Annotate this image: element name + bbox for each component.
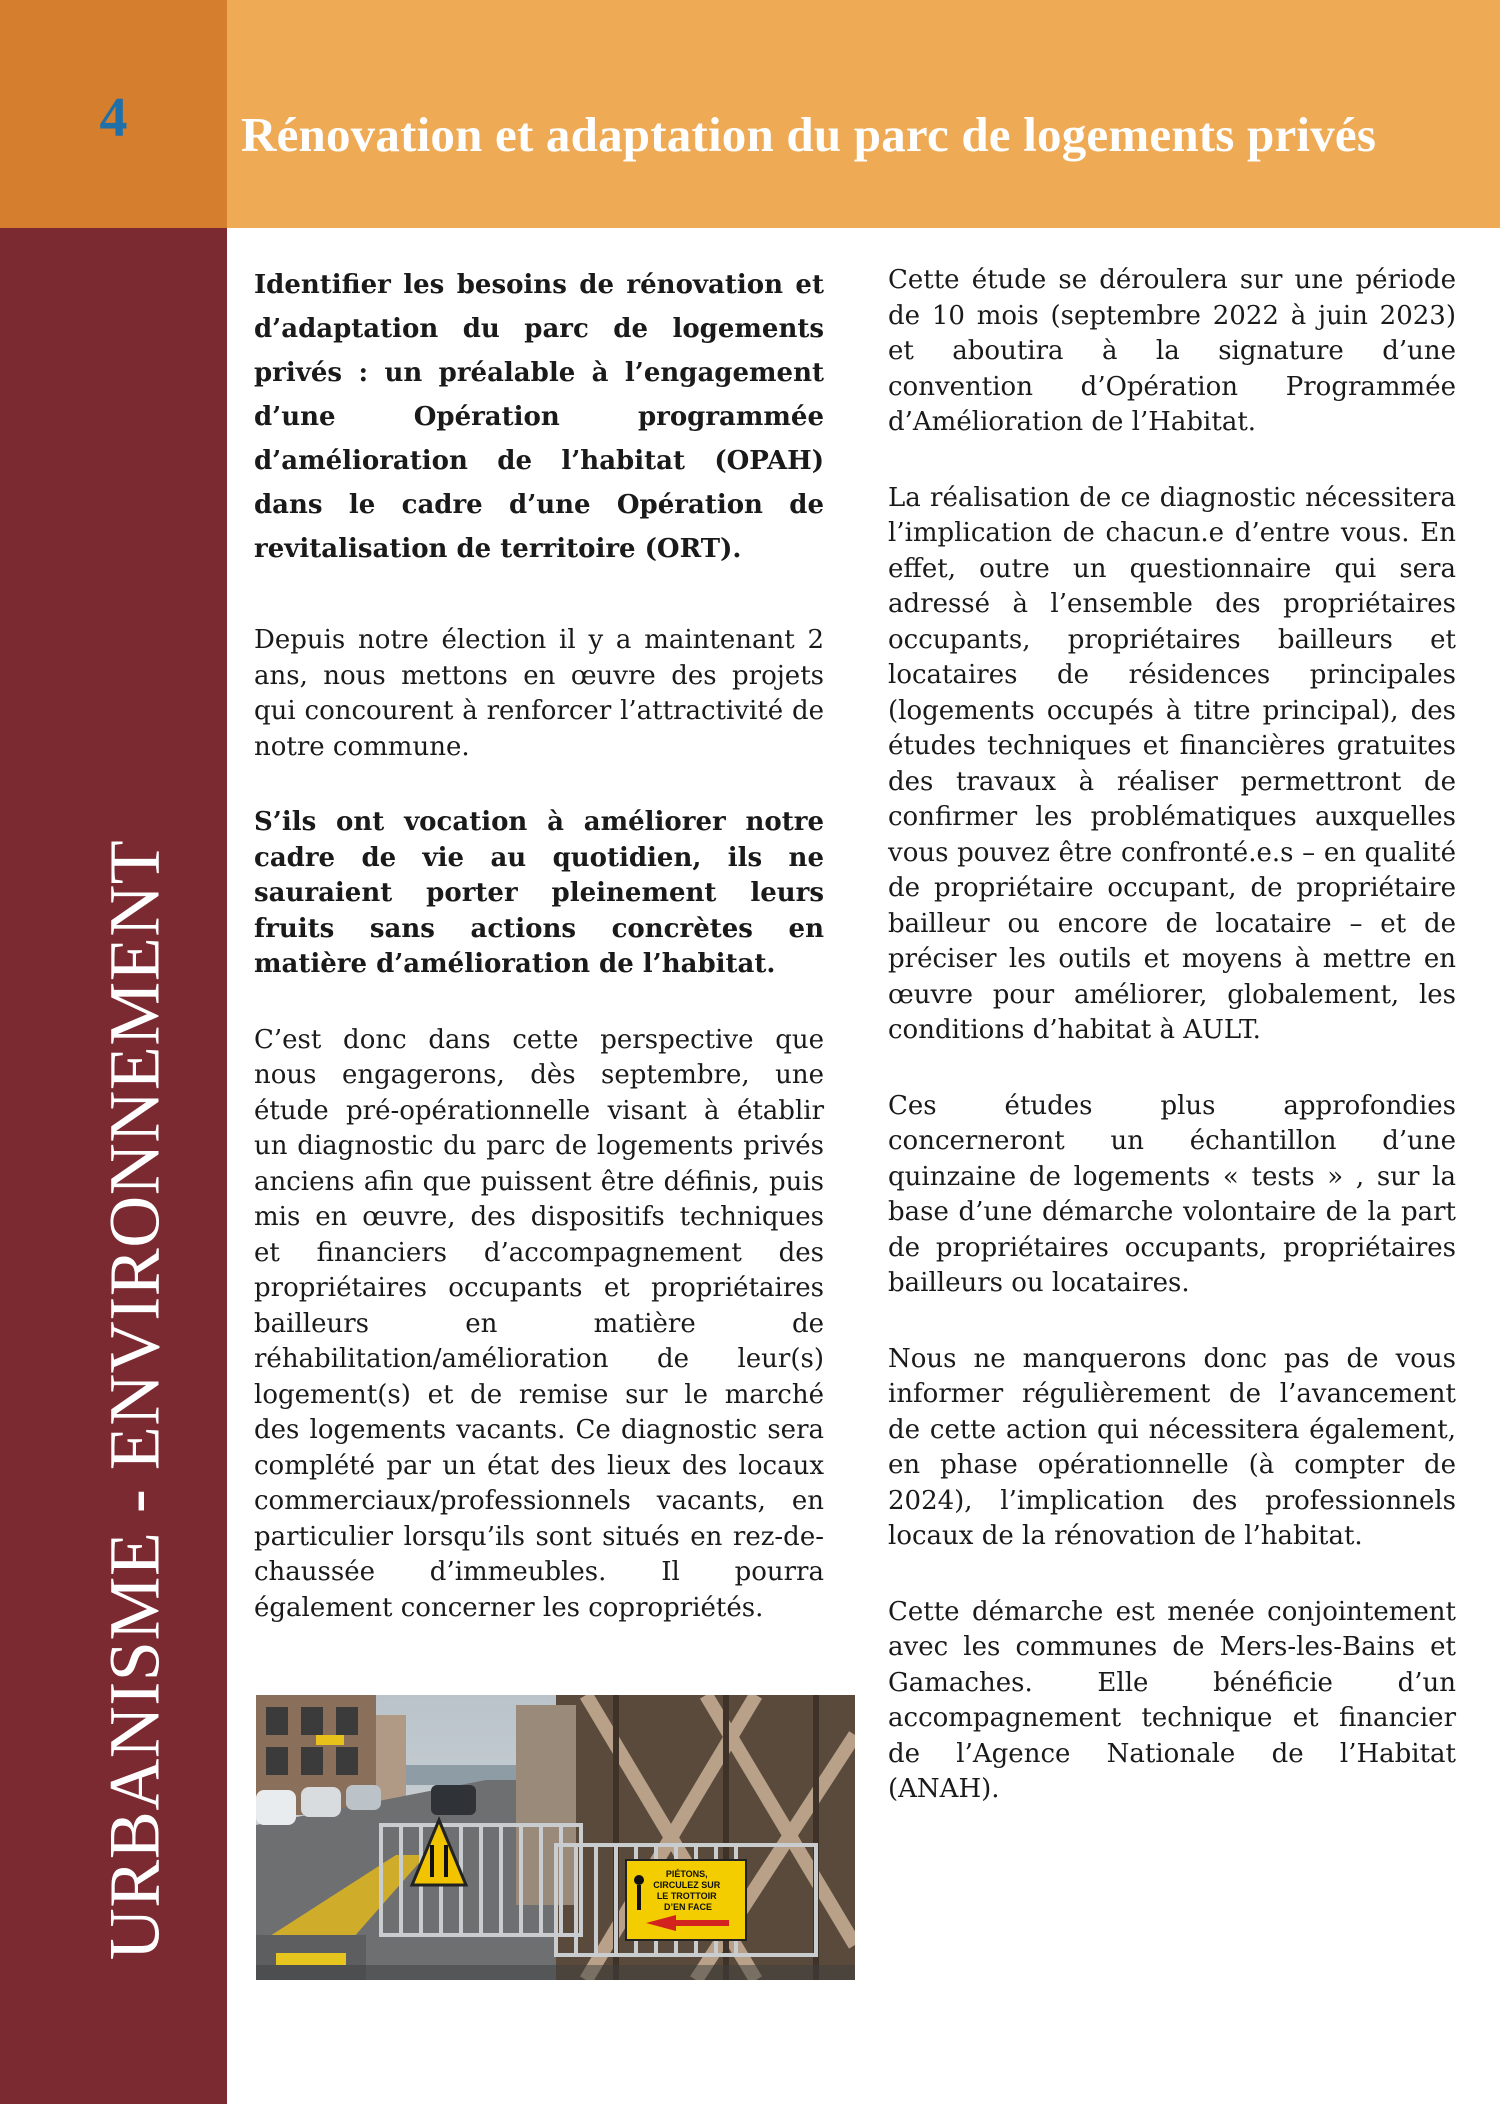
pedestrian-sign-text: PIÉTONS, CIRCULEZ SUR LE TROTTOIR D’EN FACE — [653, 1869, 721, 1912]
section-label: URBANISME - ENVIRONNEMENT — [94, 839, 175, 1961]
street-photo-illustration — [256, 1695, 855, 1980]
intro-paragraph: Identifier les besoins de rénovation et d’adaptation du parc de logements privés : un préalable à l’engagement d’une Opération programmée d’amélioration de l’habitat (OPAH) dans le cadre d’une Opération de revitalisation de territoire (ORT). — [254, 270, 824, 564]
body-paragraph: Nous ne manquerons donc pas de vous informer régulièrement de l’avancement de cette action qui nécessitera également, en phase opérationnelle (à compter de 2024), l’implication des professionnels locaux de la rénovation de l’habitat. — [888, 1343, 1456, 1551]
body-paragraph: La réalisation de ce diagnostic nécessitera l’implication de chacun.e d’entre vous. En effet, outre un questionnaire qui sera adressé à l’ensemble des propriétaires occupants, propriétaires bailleurs et locataires de résidences principales (logements occupés à titre principal), des études techniques et financières gratuites des travaux à réaliser permettront de confirmer les problématiques auxquelles vous pouvez être confronté.e.s – en qualité de propriétaire occupant, de propriétaire bailleur ou encore de locataire – et de préciser les outils et moyens à mettre en œuvre pour améliorer, globalement, les conditions d’habitat à AULT. — [888, 482, 1456, 1045]
page-number: 4 — [99, 87, 128, 149]
parked-car — [301, 1787, 341, 1817]
body-paragraph: Ces études plus approfondies concerneront un échantillon d’une quinzaine de logements « tests » , sur la base d’une démarche volontaire de la part de propriétaires occupants, propriétaires bailleurs ou locataires. — [888, 1090, 1456, 1298]
right-column — [888, 263, 1456, 1848]
emphasis-paragraph: S’ils ont vocation à améliorer notre cadre de vie au quotidien, ils ne sauraient porter pleinement leurs fruits sans actions concrètes en matière d’amélioration de l’habitat. — [254, 807, 824, 979]
parked-car — [346, 1785, 381, 1810]
shop-sign — [316, 1735, 344, 1745]
body-paragraph: Cette démarche est menée conjointement avec les communes de Mers-les-Bains et Gamaches. Elle bénéficie d’un accompagnement technique et financier de l’Agence Nationale de l’Habitat (ANAH). — [888, 1596, 1456, 1804]
parked-car — [431, 1785, 476, 1815]
body-paragraph: Cette étude se déroulera sur une période de 10 mois (septembre 2022 à juin 2023) et aboutira à la signature d’une convention d’Opération Programmée d’Amélioration de l’Habitat. — [888, 265, 1456, 437]
left-column — [254, 263, 824, 1666]
body-paragraph: C’est donc dans cette perspective que nous engagerons, dès septembre, une étude pré-opérationnelle visant à établir un diagnostic du parc de logements privés anciens afin que puissent être définis, puis mis en œuvre, des dispositifs techniques et financiers d’accompagnement des propriétaires occupants et propriétaires bailleurs en matière de réhabilitation/amélioration de leur(s) logement(s) et de remise sur le marché des logements vacants. Ce diagnostic sera complété par un état des lieux des locaux commerciaux/professionnels vacants, en particulier lorsqu’ils sont situés en rez-de-chaussée d’immeubles. Il pourra également concerner les copropriétés. — [254, 1024, 824, 1623]
body-paragraph: Depuis notre élection il y a maintenant 2 ans, nous mettons en œuvre des projets qui concourent à renforcer l’attractivité de notre commune. — [254, 625, 824, 762]
street-photo — [256, 1695, 855, 1980]
parked-car — [256, 1790, 296, 1825]
page-title: Rénovation et adaptation du parc de logements privés — [241, 107, 1377, 162]
